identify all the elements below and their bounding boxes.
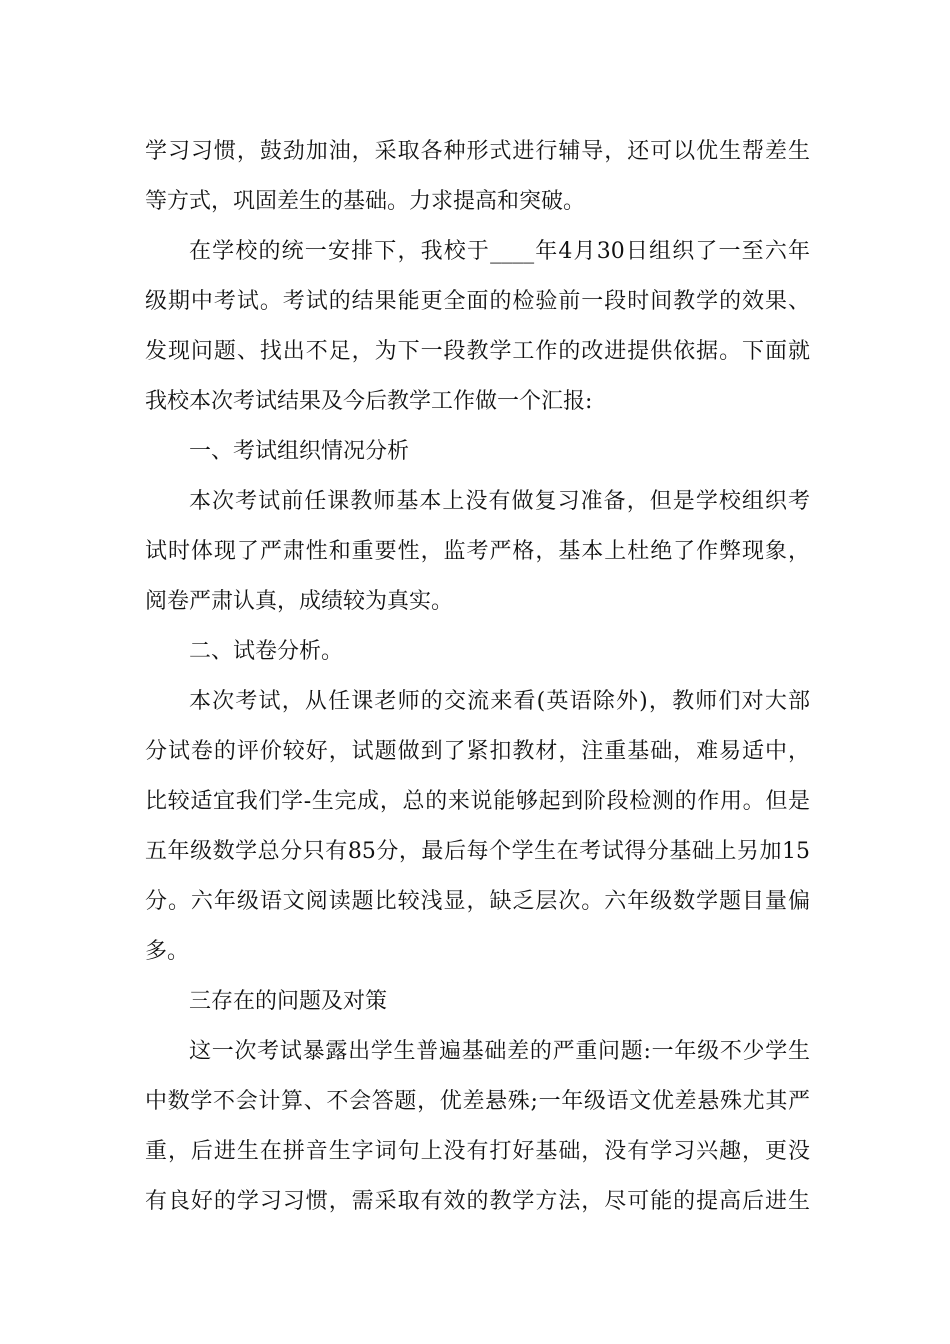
paragraph-first-line: 本次考试，从任课老师的交流来看(英语除外)，教师们对大部 bbox=[189, 689, 810, 714]
section-heading: 一、考试组织情况分析 bbox=[189, 439, 410, 464]
text-line: 我校本次考试结果及今后教学工作做一个汇报: bbox=[145, 389, 593, 414]
text-line: 五年级数学总分只有85分，最后每个学生在考试得分基础上另加15 bbox=[145, 839, 810, 864]
section-heading: 三存在的问题及对策 bbox=[189, 989, 388, 1014]
text-line: 级期中考试。考试的结果能更全面的检验前一段时间教学的效果、 bbox=[145, 289, 810, 314]
text-line: 阅卷严肃认真，成绩较为真实。 bbox=[145, 589, 454, 614]
text-line: 试时体现了严肃性和重要性，监考严格，基本上杜绝了作弊现象， bbox=[145, 539, 810, 564]
text-line: 发现问题、找出不足，为下一段教学工作的改进提供依据。下面就 bbox=[145, 339, 810, 364]
text-line: 等方式，巩固差生的基础。力求提高和突破。 bbox=[145, 189, 586, 214]
section-heading: 二、试卷分析。 bbox=[189, 639, 344, 664]
paragraph-first-line: 在学校的统一安排下，我校于____年4月30日组织了一至六年 bbox=[189, 239, 810, 264]
text-line: 分试卷的评价较好，试题做到了紧扣教材，注重基础，难易适中， bbox=[145, 739, 810, 764]
paragraph-first-line: 这一次考试暴露出学生普遍基础差的严重问题:一年级不少学生 bbox=[189, 1039, 810, 1064]
text-line: 学习习惯，鼓劲加油，采取各种形式进行辅导，还可以优生帮差生 bbox=[145, 139, 810, 164]
text-line: 中数学不会计算、不会答题，优差悬殊;一年级语文优差悬殊尤其严 bbox=[145, 1089, 810, 1114]
text-line: 重，后进生在拼音生字词句上没有打好基础，没有学习兴趣，更没 bbox=[145, 1139, 810, 1164]
text-line: 比较适宜我们学-生完成，总的来说能够起到阶段检测的作用。但是 bbox=[145, 789, 810, 814]
text-line: 有良好的学习习惯，需采取有效的教学方法，尽可能的提高后进生 bbox=[145, 1189, 810, 1214]
text-line: 多。 bbox=[145, 939, 190, 964]
text-line: 分。六年级语文阅读题比较浅显，缺乏层次。六年级数学题目量偏 bbox=[145, 889, 810, 914]
paragraph-first-line: 本次考试前任课教师基本上没有做复习准备，但是学校组织考 bbox=[189, 489, 810, 514]
